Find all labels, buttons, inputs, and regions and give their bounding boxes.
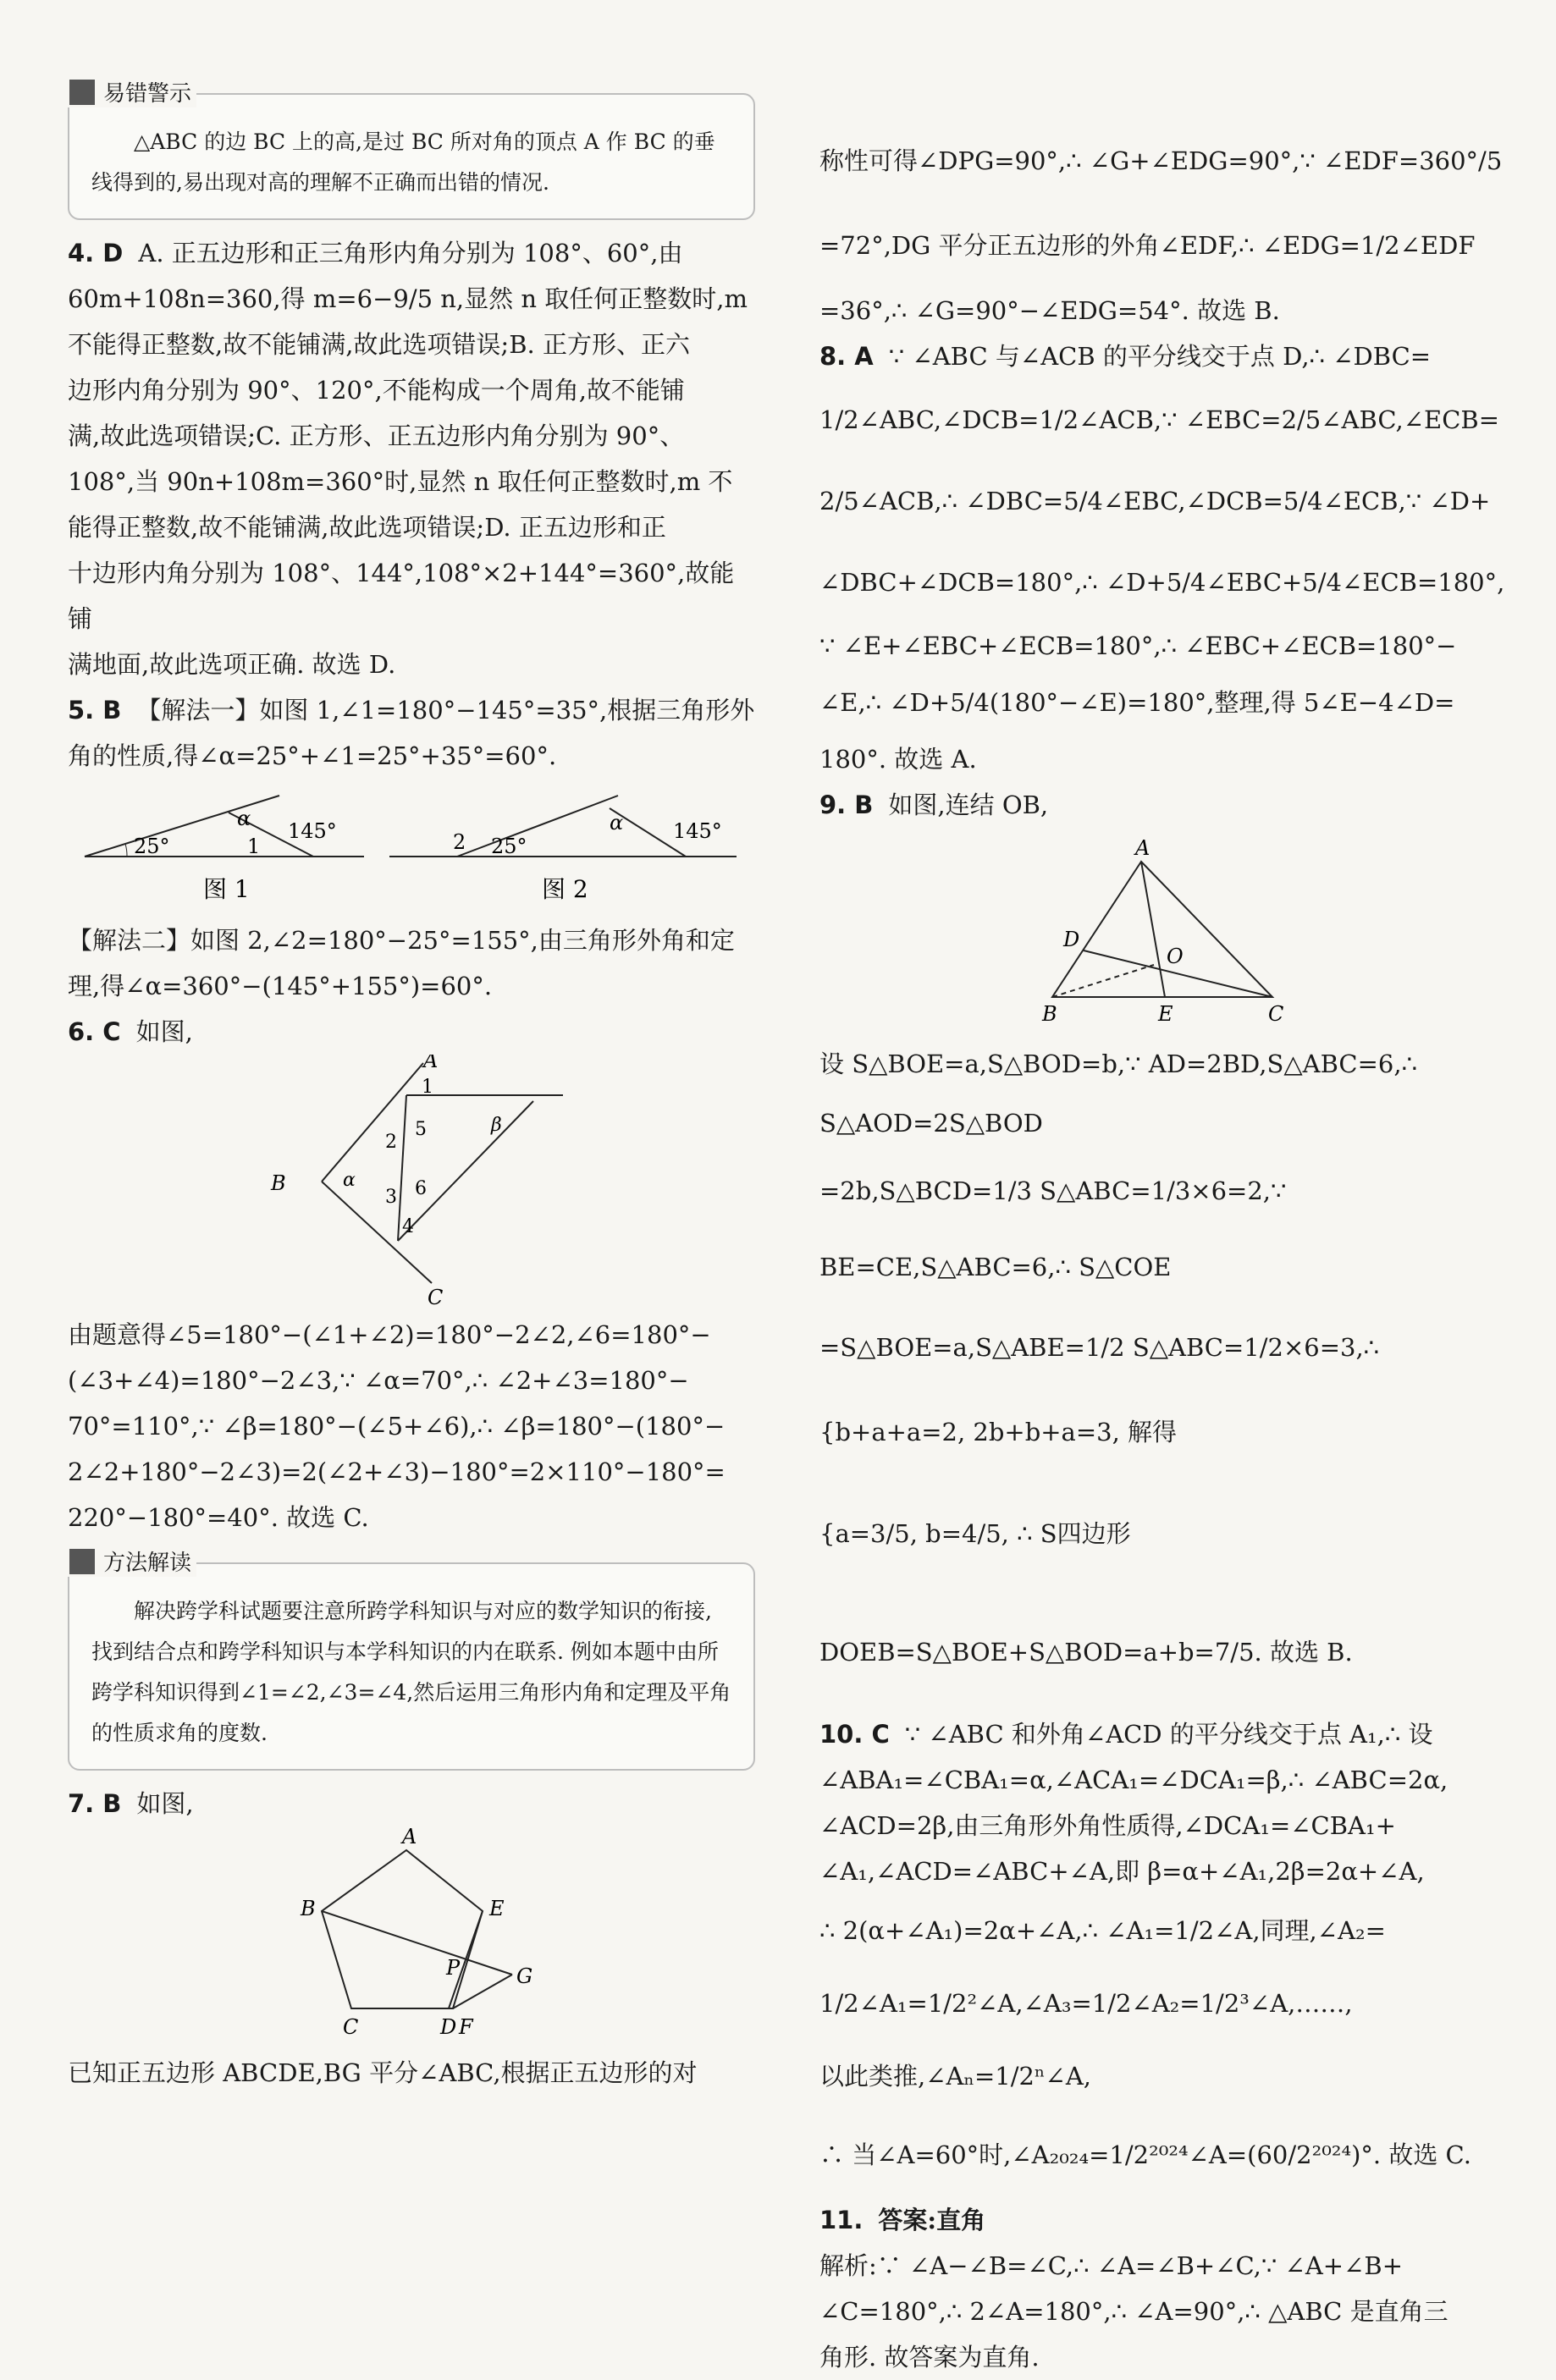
q9-label-B: B [1042, 1002, 1057, 1026]
q4-line: 满地面,故此选项正确. 故选 D. [68, 650, 396, 679]
q10-line: 以此类推,∠Aₙ=1/2ⁿ∠A, [819, 2062, 1091, 2091]
q4-line: 不能得正整数,故不能铺满,故此选项错误;B. 正方形、正六 [68, 330, 690, 359]
q8-line: ∵ ∠E+∠EBC+∠ECB=180°,∴ ∠EBC+∠ECB=180°− [819, 631, 1457, 660]
q11-analysis-line: 解析:∵ ∠A−∠B=∠C,∴ ∠A=∠B+∠C,∵ ∠A+∠B+ [819, 2251, 1404, 2280]
q9-line: 设 S△BOE=a,S△BOD=b,∵ AD=2BD,S△ABC=6,∴ S△AOD=2S△BOD [819, 1050, 1418, 1138]
q9-label-E: E [1158, 1002, 1173, 1026]
notice-title: 易错警示 [64, 76, 196, 107]
q5-fig2-angle-25: 25° [491, 835, 527, 858]
q10-line: ∠ABA₁=∠CBA₁=α,∠ACA₁=∠DCA₁=β,∴ ∠ABC=2α, [819, 1766, 1448, 1794]
q4-line: 满,故此选项错误;C. 正方形、正五边形内角分别为 90°、 [68, 421, 685, 450]
q6-line: 2∠2+180°−2∠3)=2(∠2+∠3)−180°=2×110°−180°= [68, 1457, 726, 1486]
q8-line: 180°. 故选 A. [819, 745, 977, 774]
q7-label-A: A [402, 1826, 417, 1848]
question-11 [819, 2197, 1505, 2380]
left-column [68, 81, 755, 2096]
q8-line: ∵ ∠ABC 与∠ACB 的平分线交于点 D,∴ ∠DBC= [888, 342, 1432, 371]
q5-fig2-angle-145: 145° [673, 819, 722, 843]
q7-cont-line: =36°,∴ ∠G=90°−∠EDG=54°. 故选 B. [819, 296, 1280, 325]
q10-line: ∠A₁,∠ACD=∠ABC+∠A,即 β=α+∠A₁,2β=2α+∠A, [819, 1857, 1425, 1886]
method-box [68, 1551, 755, 1771]
q6-label-B: B [271, 1171, 286, 1195]
q4-line: 60m+108n=360,得 m=6−9/5 n,显然 n 取任何正整数时,m [68, 284, 748, 313]
q6-line: 70°=110°,∵ ∠β=180°−(∠5+∠6),∴ ∠β=180°−(180°− [68, 1412, 726, 1441]
q7-label-G: G [516, 1964, 533, 1988]
q7-label-C: C [343, 2015, 359, 2039]
q11-analysis-line: 角形. 故答案为直角. [819, 2343, 1040, 2372]
q9-line: {a=3/5, b=4/5, ∴ S四边形DOEB=S△BOE+S△BOD=a+b=7/5. 故选 B. [819, 1519, 1353, 1667]
q6-label-3: 3 [385, 1187, 397, 1208]
right-column [819, 118, 1505, 2380]
q9-figure [819, 828, 1505, 1031]
question-8 [819, 333, 1505, 782]
q7-label-E: E [489, 1897, 505, 1920]
q6-figure [68, 1055, 755, 1308]
q10-number: 10. C [819, 1720, 890, 1749]
q5-line: 角的性质,得∠α=25°+∠1=25°+35°=60°. [68, 741, 557, 770]
q4-line: 能得正整数,故不能铺满,故此选项错误;D. 正五边形和正 [68, 513, 666, 542]
q7-number: 7. B [68, 1789, 122, 1818]
q4-line: 十边形内角分别为 108°、144°,108°×2+144°=360°,故能铺 [68, 559, 735, 633]
q6-intro: 如图, [135, 1017, 193, 1046]
q6-label-5: 5 [415, 1119, 427, 1140]
q4-line: 边形内角分别为 90°、120°,不能构成一个周角,故不能铺 [68, 376, 685, 405]
q10-line: ∠ACD=2β,由三角形外角性质得,∠DCA₁=∠CBA₁+ [819, 1811, 1396, 1840]
q5-figures [68, 779, 755, 914]
q5-label-1: 1 [247, 835, 261, 858]
q10-line: ∴ 2(α+∠A₁)=2α+∠A,∴ ∠A₁=1/2∠A,同理,∠A₂= [819, 1916, 1386, 1945]
q9-line: =S△BOE=a,S△ABE=1/2 S△ABC=1/2×6=3,∴ {b+a+a=2, 2b+b+a=3, 解得 [819, 1333, 1380, 1446]
q10-line: 1/2∠A₁=1/2²∠A,∠A₃=1/2∠A₂=1/2³∠A,……, [819, 1989, 1353, 2018]
q6-label-beta: β [491, 1115, 502, 1136]
q6-label-6: 6 [415, 1178, 427, 1199]
question-6 [68, 1009, 755, 1540]
q9-label-D: D [1063, 928, 1080, 951]
q5-line: 【解法一】如图 1,∠1=180°−145°=35°,根据三角形外 [136, 696, 755, 724]
q9-intro: 如图,连结 OB, [888, 791, 1049, 819]
notice-text: △ABC 的边 BC 上的高,是过 BC 所对角的顶点 A 作 BC 的垂线得到的,易出现对高的理解不正确而出错的情况. [91, 129, 715, 195]
q7-cont-line: =72°,DG 平分正五边形的外角∠EDF,∴ ∠EDG=1/2∠EDF [819, 231, 1476, 260]
q7-cont-line: 称性可得∠DPG=90°,∴ ∠G+∠EDG=90°,∵ ∠EDF=360°/5 [819, 146, 1503, 175]
q7-label-P: P [446, 1956, 461, 1980]
notice-box [68, 81, 755, 220]
q6-line: 220°−180°=40°. 故选 C. [68, 1503, 369, 1532]
q6-label-4: 4 [402, 1216, 414, 1237]
fig1-caption: 图 1 [203, 875, 250, 903]
q7-figure [68, 1826, 755, 2047]
q7-intro: 如图, [136, 1789, 194, 1818]
q9-label-O: O [1167, 945, 1184, 968]
q5-line: 理,得∠α=360°−(145°+155°)=60°. [68, 972, 493, 1000]
q4-number: 4. D [68, 239, 124, 267]
q11-analysis-line: ∠C=180°,∴ 2∠A=180°,∴ ∠A=90°,∴ △ABC 是直角三 [819, 2297, 1448, 2326]
q4-line: A. 正五边形和正三角形内角分别为 108°、60°,由 [138, 239, 683, 267]
question-9 [819, 782, 1505, 1711]
method-title: 方法解读 [64, 1545, 196, 1577]
q5-label-2: 2 [453, 830, 466, 854]
q8-line: ∠E,∴ ∠D+5/4(180°−∠E)=180°,整理,得 5∠E−4∠D= [819, 688, 1455, 717]
q8-number: 8. A [819, 342, 874, 371]
q11-number: 11. [819, 2206, 864, 2234]
notice-icon [69, 80, 95, 105]
q7-label-B: B [301, 1897, 316, 1920]
fig2-caption: 图 2 [542, 875, 588, 903]
q6-label-C: C [428, 1286, 444, 1308]
q4-line: 108°,当 90n+108m=360°时,显然 n 取任何正整数时,m 不 [68, 467, 733, 496]
q9-number: 9. B [819, 791, 874, 819]
q6-label-1: 1 [422, 1077, 433, 1098]
q6-line: 由题意得∠5=180°−(∠1+∠2)=180°−2∠2,∠6=180°− [68, 1320, 711, 1349]
q5-label-alpha: α [237, 807, 251, 830]
q8-line: ∠DBC+∠DCB=180°,∴ ∠D+5/4∠EBC+5/4∠ECB=180°, [819, 568, 1505, 597]
q7-line: 已知正五边形 ABCDE,BG 平分∠ABC,根据正五边形的对 [68, 2058, 698, 2087]
question-4 [68, 230, 755, 687]
q6-label-alpha: α [343, 1170, 356, 1191]
question-7 [68, 1781, 755, 2096]
q6-label-2: 2 [385, 1132, 397, 1153]
q7-label-D: D [440, 2015, 457, 2039]
q5-number: 5. B [68, 696, 122, 724]
q5-angle-145: 145° [288, 819, 337, 843]
q7-label-F: F [459, 2015, 473, 2039]
q8-line: 1/2∠ABC,∠DCB=1/2∠ACB,∵ ∠EBC=2/5∠ABC,∠ECB= [819, 405, 1499, 434]
q9-label-A: A [1135, 836, 1150, 860]
q5-figure-2 [389, 796, 737, 903]
q10-line: ∴ 当∠A=60°时,∠A₂₀₂₄=1/2²⁰²⁴∠A=(60/2²⁰²⁴)°. 故选 C. [819, 2140, 1471, 2169]
q5-angle-25: 25° [134, 835, 170, 858]
q5-line: 【解法二】如图 2,∠2=180°−25°=155°,由三角形外角和定 [68, 926, 735, 955]
q5-figure-1 [85, 796, 364, 903]
q6-label-A: A [423, 1055, 439, 1072]
question-10 [819, 1711, 1505, 2197]
question-5 [68, 687, 755, 1009]
method-text: 解决跨学科试题要注意所跨学科知识与对应的数学知识的衔接,找到结合点和跨学科知识与本学科知识的内在联系. 例如本题中由所跨学科知识得到∠1=∠2,∠3=∠4,然后运用三角形内角和定理及平角的性质求角的度数. [91, 1599, 731, 1745]
q5-fig2-alpha: α [610, 811, 624, 835]
q6-number: 6. C [68, 1017, 121, 1046]
q9-line: =2b,S△BCD=1/3 S△ABC=1/3×6=2,∵ BE=CE,S△ABC=6,∴ S△COE [819, 1176, 1287, 1281]
q11-answer: 答案:直角 [878, 2206, 986, 2234]
q8-line: 2/5∠ACB,∴ ∠DBC=5/4∠EBC,∠DCB=5/4∠ECB,∵ ∠D+ [819, 487, 1491, 515]
q6-line: (∠3+∠4)=180°−2∠3,∵ ∠α=70°,∴ ∠2+∠3=180°− [68, 1366, 689, 1395]
q10-line: ∵ ∠ABC 和外角∠ACD 的平分线交于点 A₁,∴ 设 [904, 1720, 1433, 1749]
method-icon [69, 1549, 95, 1574]
q9-label-C: C [1268, 1002, 1284, 1026]
